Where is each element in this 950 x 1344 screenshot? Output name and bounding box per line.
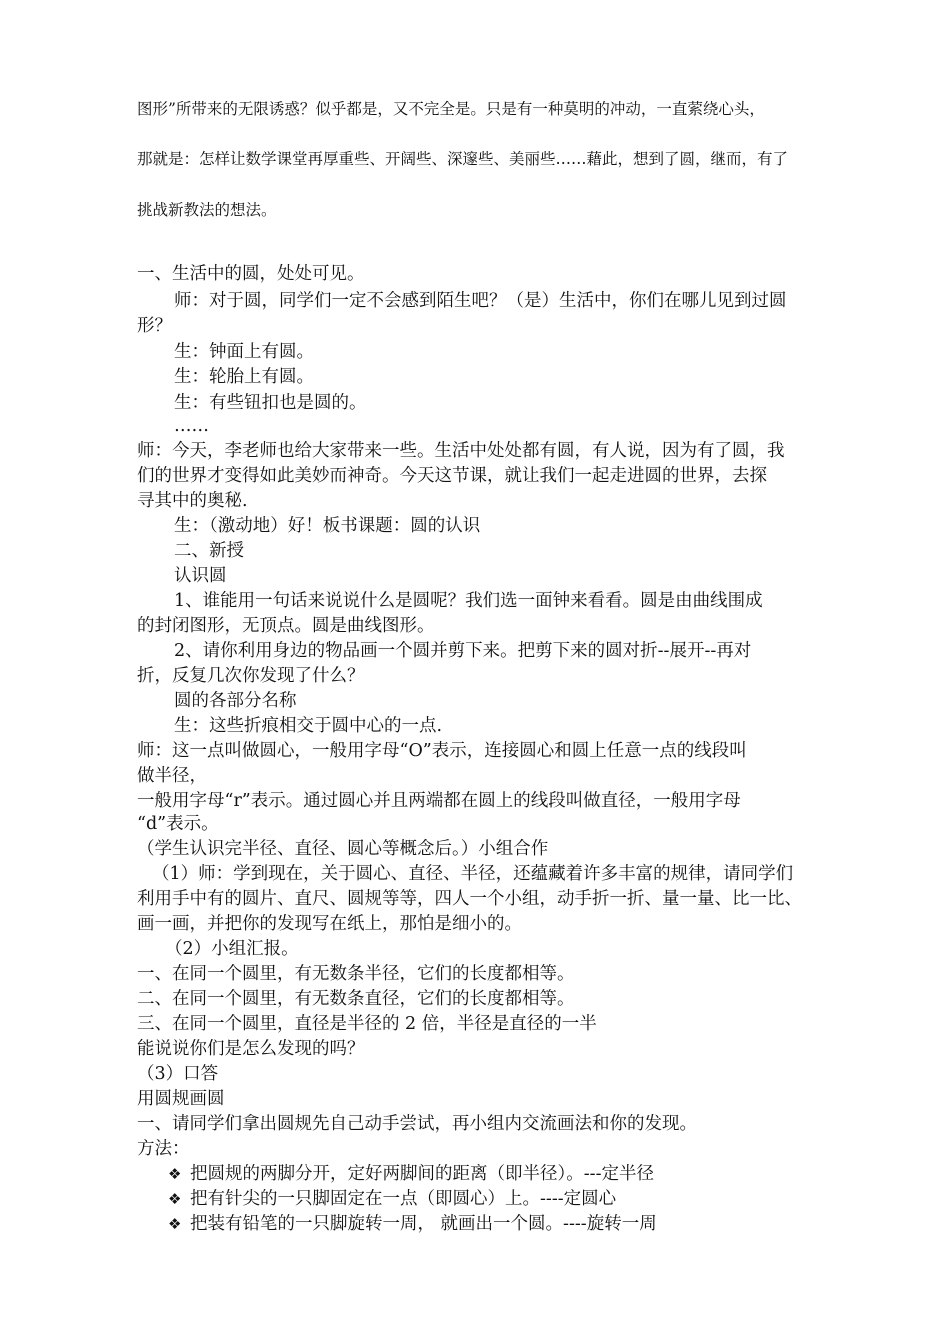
body-line: 折，反复几次你发现了什么？ bbox=[137, 666, 365, 686]
body-line: （1）师：学到现在，关于圆心、直径、半径，还蕴藏着许多丰富的规律，请同学们 bbox=[152, 864, 794, 884]
body-line: 师：对于圆，同学们一定不会感到陌生吧？（是）生活中，你们在哪儿见到过圆 bbox=[174, 291, 787, 311]
bullet-text: 把圆规的两脚分开，定好两脚间的距离（即半径）。---定半径 bbox=[190, 1164, 654, 1184]
body-line: 师：这一点叫做圆心，一般用字母“O”表示，连接圆心和圆上任意一点的线段叫 bbox=[137, 741, 747, 761]
body-line: 们的世界才变得如此美妙而神奇。今天这节课，就让我们一起走进圆的世界，去探 bbox=[137, 466, 767, 486]
body-line: 2、请你利用身边的物品画一个圆并剪下来。把剪下来的圆对折--展开--再对 bbox=[174, 641, 752, 661]
body-line: 画一画，并把你的发现写在纸上，那怕是细小的。 bbox=[137, 914, 522, 934]
body-line: （3）口答 bbox=[137, 1064, 219, 1084]
body-line: 一、请同学们拿出圆规先自己动手尝试，再小组内交流画法和你的发现。 bbox=[137, 1114, 697, 1134]
body-line: 生：轮胎上有圆。 bbox=[174, 367, 314, 387]
body-line: 形？ bbox=[137, 316, 172, 336]
bullet-item bbox=[168, 1162, 654, 1186]
diamond-bullet-icon: ❖ bbox=[168, 1190, 182, 1208]
body-line: （2）小组汇报。 bbox=[165, 939, 299, 959]
body-line: 三、在同一个圆里，直径是半径的 2 倍，半径是直径的一半 bbox=[137, 1014, 597, 1034]
intro-line: 那就是：怎样让数学课堂再厚重些、开阔些、深邃些、美丽些……藉此，想到了圆，继而，有了 bbox=[137, 150, 789, 168]
body-line: 的封闭图形，无顶点。圆是曲线图形。 bbox=[137, 616, 435, 636]
body-line: 生：有些钮扣也是圆的。 bbox=[174, 393, 367, 413]
bullet-text: 把装有铅笔的一只脚旋转一周， 就画出一个圆。----旋转一周 bbox=[190, 1214, 657, 1234]
subheading: 用圆规画圆 bbox=[137, 1089, 225, 1109]
section-heading: 一、生活中的圆，处处可见。 bbox=[137, 264, 365, 284]
body-line: “d”表示。 bbox=[137, 814, 219, 834]
ellipsis-line: …… bbox=[174, 416, 209, 436]
body-line: 生：（激动地）好！板书课题：圆的认识 bbox=[174, 516, 481, 536]
bullet-item bbox=[168, 1212, 657, 1236]
body-line: 寻其中的奥秘. bbox=[137, 491, 248, 511]
bullet-item bbox=[168, 1187, 616, 1211]
bullet-text: 把有针尖的一只脚固定在一点（即圆心）上。----定圆心 bbox=[190, 1189, 617, 1209]
intro-line: 挑战新教法的想法。 bbox=[137, 201, 277, 219]
body-line: 做半径， bbox=[137, 766, 207, 786]
intro-line: 图形”所带来的无限诱惑？似乎都是，又不完全是。只是有一种莫明的冲动，一直萦绕心头， bbox=[137, 100, 765, 118]
body-line: （学生认识完半径、直径、圆心等概念后。）小组合作 bbox=[137, 839, 549, 859]
diamond-bullet-icon: ❖ bbox=[168, 1215, 182, 1233]
body-line: 1、谁能用一句话来说说什么是圆呢？我们选一面钟来看看。圆是由曲线围成 bbox=[174, 591, 763, 611]
body-line: 一、在同一个圆里，有无数条半径，它们的长度都相等。 bbox=[137, 964, 575, 984]
body-line: 能说说你们是怎么发现的吗？ bbox=[137, 1039, 365, 1059]
body-line: 生：钟面上有圆。 bbox=[174, 342, 314, 362]
body-line: 方法： bbox=[137, 1139, 190, 1159]
diamond-bullet-icon: ❖ bbox=[168, 1165, 182, 1183]
subheading: 圆的各部分名称 bbox=[174, 691, 297, 711]
section-heading: 二、新授 bbox=[174, 541, 244, 561]
body-line: 二、在同一个圆里，有无数条直径，它们的长度都相等。 bbox=[137, 989, 575, 1009]
body-line: 利用手中有的圆片、直尺、圆规等等，四人一个小组，动手折一折、量一量、比一比、 bbox=[137, 889, 802, 909]
subheading: 认识圆 bbox=[174, 566, 227, 586]
body-line: 师：今天，李老师也给大家带来一些。生活中处处都有圆，有人说，因为有了圆，我 bbox=[137, 441, 785, 461]
body-line: 生：这些折痕相交于圆中心的一点. bbox=[174, 716, 443, 736]
body-line: 一般用字母“r”表示。通过圆心并且两端都在圆上的线段叫做直径，一般用字母 bbox=[137, 791, 741, 811]
